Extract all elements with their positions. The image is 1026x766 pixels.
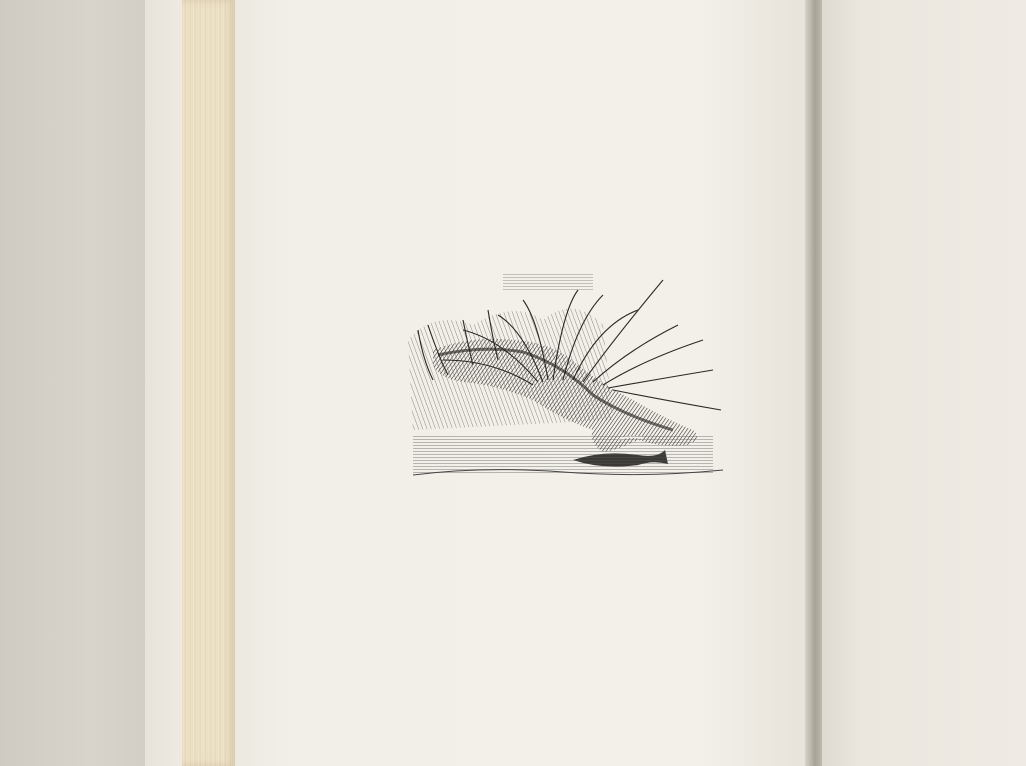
right-running-head — [12, 15, 21, 28]
otter-engraving — [403, 270, 733, 488]
left-running-head — [400, 52, 735, 72]
engraving-sky — [503, 272, 593, 292]
book-back-cover — [145, 0, 185, 766]
right-page — [822, 0, 1026, 766]
wall-background — [0, 0, 150, 766]
engraving-water — [413, 435, 713, 475]
page-edges — [182, 0, 237, 766]
